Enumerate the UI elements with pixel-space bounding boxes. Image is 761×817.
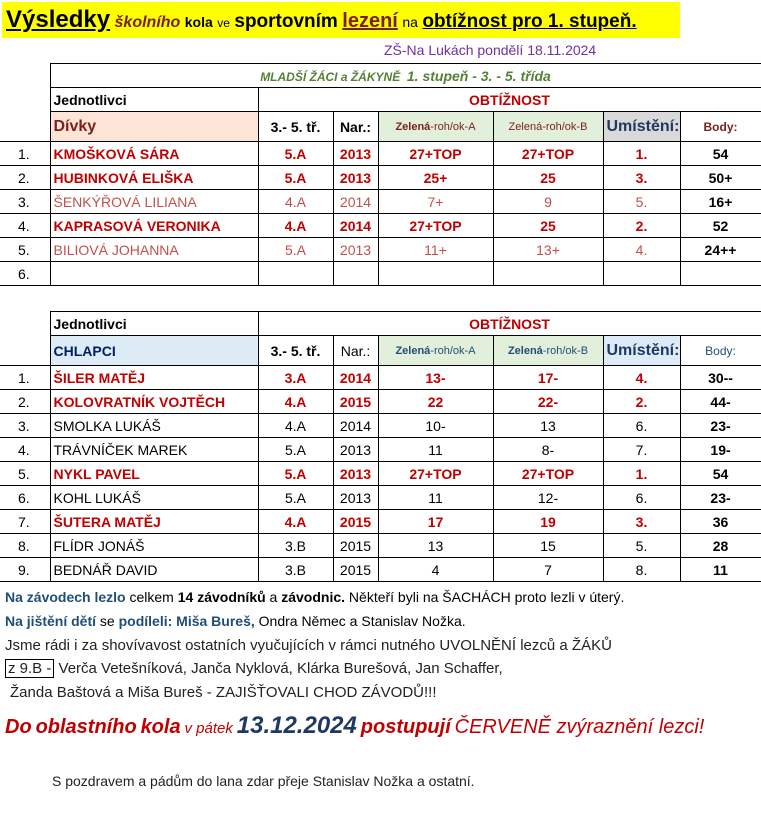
empty-cell [0, 312, 50, 336]
girls-rows [0, 142, 761, 286]
row-number: 7. [0, 510, 50, 534]
points-cell: 28 [680, 534, 761, 558]
table-row [0, 238, 761, 262]
points-cell: 19- [680, 438, 761, 462]
boys-results-table [0, 311, 761, 582]
placement-header: Umístění: [603, 112, 680, 142]
note-text: Někteří byli na ŠACHÁCH proto lezli v úterý. [348, 589, 625, 605]
route-b-cell: 25 [493, 166, 603, 190]
route-a-cell: 13- [378, 366, 493, 390]
note-text: v pátek [184, 720, 233, 737]
points-cell: 16+ [680, 190, 761, 214]
title-word: kola [184, 14, 213, 30]
route-a-cell: 11 [378, 438, 493, 462]
table-row [0, 166, 761, 190]
title-word: sportovním [234, 11, 338, 32]
note-text: podíleli: Miša Bureš, [118, 613, 255, 629]
points-cell: 23- [680, 414, 761, 438]
table-row [0, 414, 761, 438]
table-row [0, 142, 761, 166]
row-number: 2. [0, 390, 50, 414]
points-cell: 54 [680, 462, 761, 486]
route-a-header [378, 336, 493, 366]
class-cell: 5.A [258, 486, 333, 510]
obtiznost-header: OBTÍŽNOST [258, 312, 761, 336]
competitor-name: NYKL PAVEL [50, 462, 258, 486]
class-cell: 4.A [258, 190, 333, 214]
birth-year-cell: 2015 [333, 390, 378, 414]
route-b-cell: 27+TOP [493, 142, 603, 166]
table-row [0, 262, 761, 286]
table-row [0, 190, 761, 214]
placement-cell: 3. [603, 166, 680, 190]
route-b-cell: 12- [493, 486, 603, 510]
route-b-rest: -roh/ok-B [542, 344, 589, 357]
route-a-cell: 17 [378, 510, 493, 534]
note-signature: S pozdravem a pádům do lana zdar přeje Stanislav Nožka a ostatní. [52, 773, 475, 789]
competitor-name: KMOŠKOVÁ SÁRA [50, 142, 258, 166]
class-cell: 4.A [258, 390, 333, 414]
class-cell: 5.A [258, 438, 333, 462]
note-text: 14 závodníků [177, 589, 266, 605]
title-word: lezení [342, 10, 398, 32]
route-a-bold: Zelená [395, 344, 431, 357]
birth-year-cell: 2015 [333, 558, 378, 582]
girls-header: Dívky [50, 112, 258, 142]
school-date: ZŠ-Na Lukách pondělí 18.11.2024 [384, 42, 597, 58]
competitor-name: ŠUTERA MATĚJ [50, 510, 258, 534]
birth-year-cell [333, 262, 378, 286]
boys-header: CHLAPCI [50, 336, 258, 366]
table-row [0, 558, 761, 582]
competitor-name: FLÍDR JONÁŠ [50, 534, 258, 558]
jednotlivci-label: Jednotlivci [50, 312, 258, 336]
route-a-cell: 25+ [378, 166, 493, 190]
row-number: 9. [0, 558, 50, 582]
birth-year-cell: 2013 [333, 142, 378, 166]
route-b-cell [493, 262, 603, 286]
empty-cell [0, 112, 50, 142]
table-row [0, 462, 761, 486]
placement-cell: 6. [603, 414, 680, 438]
note-helpers-cont: Žanda Baštová a Miša Bureš - ZAJIŠŤOVALI CHOD ZÁVODŮ!!! [10, 684, 437, 701]
placement-cell: 5. [603, 534, 680, 558]
competitor-name: HUBINKOVÁ ELIŠKA [50, 166, 258, 190]
title-word: na [402, 14, 418, 30]
row-number: 8. [0, 534, 50, 558]
competitor-name: ŠENKÝŘOVÁ LILIANA [50, 190, 258, 214]
route-b-cell: 15 [493, 534, 603, 558]
class-cell: 5.A [258, 462, 333, 486]
route-a-cell: 13 [378, 534, 493, 558]
note-text: celkem [129, 589, 174, 605]
category-prefix: MLADŠÍ ŽÁCI a ŽÁKYNĚ [260, 69, 401, 84]
table-row [0, 214, 761, 238]
route-b-cell: 13+ [493, 238, 603, 262]
competitor-name: KOHL LUKÁŠ [50, 486, 258, 510]
route-a-cell: 10- [378, 414, 493, 438]
title-word: školního [114, 14, 181, 31]
birth-year-cell: 2015 [333, 534, 378, 558]
note-text: Ondra Němec a Stanislav Nožka. [258, 613, 466, 629]
placement-header: Umístění: [603, 336, 680, 366]
class-cell: 3.B [258, 534, 333, 558]
route-a-cell [378, 262, 493, 286]
route-b-cell: 7 [493, 558, 603, 582]
birth-year-cell: 2014 [333, 366, 378, 390]
birth-year-cell: 2014 [333, 414, 378, 438]
page-title [6, 6, 637, 34]
title-word: ve [217, 16, 230, 30]
note-text: 13.12.2024 [236, 712, 357, 739]
points-cell: 36 [680, 510, 761, 534]
route-a-cell: 22 [378, 390, 493, 414]
note-text: se [99, 613, 115, 629]
birth-year-cell: 2013 [333, 238, 378, 262]
category-header [50, 64, 761, 88]
points-header: Body: [680, 336, 761, 366]
route-a-rest: -roh/ok-A [430, 344, 476, 357]
row-number: 1. [0, 366, 50, 390]
class-cell: 5.A [258, 142, 333, 166]
row-number: 5. [0, 462, 50, 486]
birth-year-cell: 2013 [333, 438, 378, 462]
route-a-rest: -roh/ok-A [430, 120, 476, 133]
note-participants [5, 589, 624, 605]
birth-year-cell: 2013 [333, 486, 378, 510]
placement-cell [603, 262, 680, 286]
row-number: 5. [0, 238, 50, 262]
class-cell: 4.A [258, 414, 333, 438]
table-row [0, 486, 761, 510]
birth-year-cell: 2013 [333, 462, 378, 486]
empty-cell [0, 64, 50, 88]
points-header: Body: [680, 112, 761, 142]
route-b-bold: Zelená [508, 120, 543, 133]
route-a-cell: 4 [378, 558, 493, 582]
girls-results-table [0, 63, 761, 286]
class-header: 3.- 5. tř. [258, 112, 333, 142]
row-number: 2. [0, 166, 50, 190]
note-text: oblastního [35, 716, 137, 738]
placement-cell: 6. [603, 486, 680, 510]
route-b-header [493, 112, 603, 142]
row-number: 4. [0, 214, 50, 238]
note-belaying [5, 613, 466, 629]
points-cell: 44- [680, 390, 761, 414]
placement-cell: 1. [603, 462, 680, 486]
birth-year-header: Nar.: [333, 336, 378, 366]
birth-year-header: Nar.: [333, 112, 378, 142]
route-b-cell: 8- [493, 438, 603, 462]
row-number: 6. [0, 262, 50, 286]
boys-rows [0, 366, 761, 582]
route-b-header [493, 336, 603, 366]
note-text: a [269, 589, 278, 605]
competitor-name [50, 262, 258, 286]
points-cell: 52 [680, 214, 761, 238]
class-cell: 4.A [258, 510, 333, 534]
note-text: Na jištění dětí [5, 613, 97, 629]
route-b-bold: Zelená [507, 344, 543, 357]
class-cell: 5.A [258, 166, 333, 190]
table-row [0, 510, 761, 534]
empty-cell [0, 336, 50, 366]
row-number: 1. [0, 142, 50, 166]
placement-cell: 5. [603, 190, 680, 214]
class-cell: 5.A [258, 238, 333, 262]
note-advancing [5, 712, 704, 740]
competitor-name: BEDNÁŘ DAVID [50, 558, 258, 582]
route-b-cell: 9 [493, 190, 603, 214]
placement-cell: 4. [603, 366, 680, 390]
class-cell: 4.A [258, 214, 333, 238]
competitor-name: ŠILER MATĚJ [50, 366, 258, 390]
category-suffix: 1. stupeň - 3. - 5. třída [406, 67, 551, 84]
route-a-cell: 7+ [378, 190, 493, 214]
row-number: 4. [0, 438, 50, 462]
route-b-cell: 19 [493, 510, 603, 534]
class-cell [258, 262, 333, 286]
points-cell [680, 262, 761, 286]
title-word: Výsledky [6, 6, 111, 33]
note-helpers [5, 660, 503, 677]
route-a-cell: 11+ [378, 238, 493, 262]
birth-year-cell: 2015 [333, 510, 378, 534]
competitor-name: KOLOVRATNÍK VOJTĚCH [50, 390, 258, 414]
row-number: 3. [0, 414, 50, 438]
points-cell: 30-- [680, 366, 761, 390]
route-a-bold: Zelená [395, 120, 431, 133]
class-header: 3.- 5. tř. [258, 336, 333, 366]
placement-cell: 4. [603, 238, 680, 262]
placement-cell: 2. [603, 390, 680, 414]
row-number: 3. [0, 190, 50, 214]
points-cell: 11 [680, 558, 761, 582]
route-a-cell: 27+TOP [378, 462, 493, 486]
competitor-name: TRÁVNÍČEK MAREK [50, 438, 258, 462]
placement-cell: 7. [603, 438, 680, 462]
note-text: ČERVENĚ zvýraznění lezci! [454, 716, 705, 738]
placement-cell: 2. [603, 214, 680, 238]
route-a-header [378, 112, 493, 142]
route-b-cell: 27+TOP [493, 462, 603, 486]
note-text: Do [5, 716, 32, 738]
route-a-cell: 11 [378, 486, 493, 510]
route-a-cell: 27+TOP [378, 142, 493, 166]
class-cell: 3.B [258, 558, 333, 582]
route-b-cell: 17- [493, 366, 603, 390]
obtiznost-header: OBTÍŽNOST [258, 88, 761, 112]
points-cell: 54 [680, 142, 761, 166]
route-b-rest: -roh/ok-B [542, 120, 588, 133]
table-row [0, 366, 761, 390]
birth-year-cell: 2013 [333, 166, 378, 190]
title-word: obtížnost pro 1. stupeň. [422, 11, 637, 32]
note-text: Na závodech lezlo [5, 589, 126, 605]
table-row [0, 534, 761, 558]
points-cell: 23- [680, 486, 761, 510]
placement-cell: 8. [603, 558, 680, 582]
note-text: kola [140, 716, 181, 738]
competitor-name: KAPRASOVÁ VERONIKA [50, 214, 258, 238]
placement-cell: 1. [603, 142, 680, 166]
placement-cell: 3. [603, 510, 680, 534]
points-cell: 24++ [680, 238, 761, 262]
competitor-name: BILIOVÁ JOHANNA [50, 238, 258, 262]
table-row [0, 438, 761, 462]
note-text: postupují [360, 716, 451, 738]
note-text: závodnic. [281, 589, 346, 605]
route-a-cell: 27+TOP [378, 214, 493, 238]
note-thanks: Jsme rádi i za shovívavost ostatních vyučujících v rámci nutného UVOLNĚNÍ lezců a ŽÁKŮ [5, 637, 612, 654]
row-number: 6. [0, 486, 50, 510]
birth-year-cell: 2014 [333, 214, 378, 238]
empty-cell [0, 88, 50, 112]
route-b-cell: 22- [493, 390, 603, 414]
jednotlivci-label: Jednotlivci [50, 88, 258, 112]
note-text: Verča Vetešníková, Janča Nyklová, Klárka Burešová, Jan Schaffer, [58, 660, 503, 677]
competitor-name: SMOLKA LUKÁŠ [50, 414, 258, 438]
class-cell: 3.A [258, 366, 333, 390]
note-text: z 9.B - [5, 659, 54, 678]
route-b-cell: 13 [493, 414, 603, 438]
birth-year-cell: 2014 [333, 190, 378, 214]
points-cell: 50+ [680, 166, 761, 190]
route-b-cell: 25 [493, 214, 603, 238]
table-row [0, 390, 761, 414]
